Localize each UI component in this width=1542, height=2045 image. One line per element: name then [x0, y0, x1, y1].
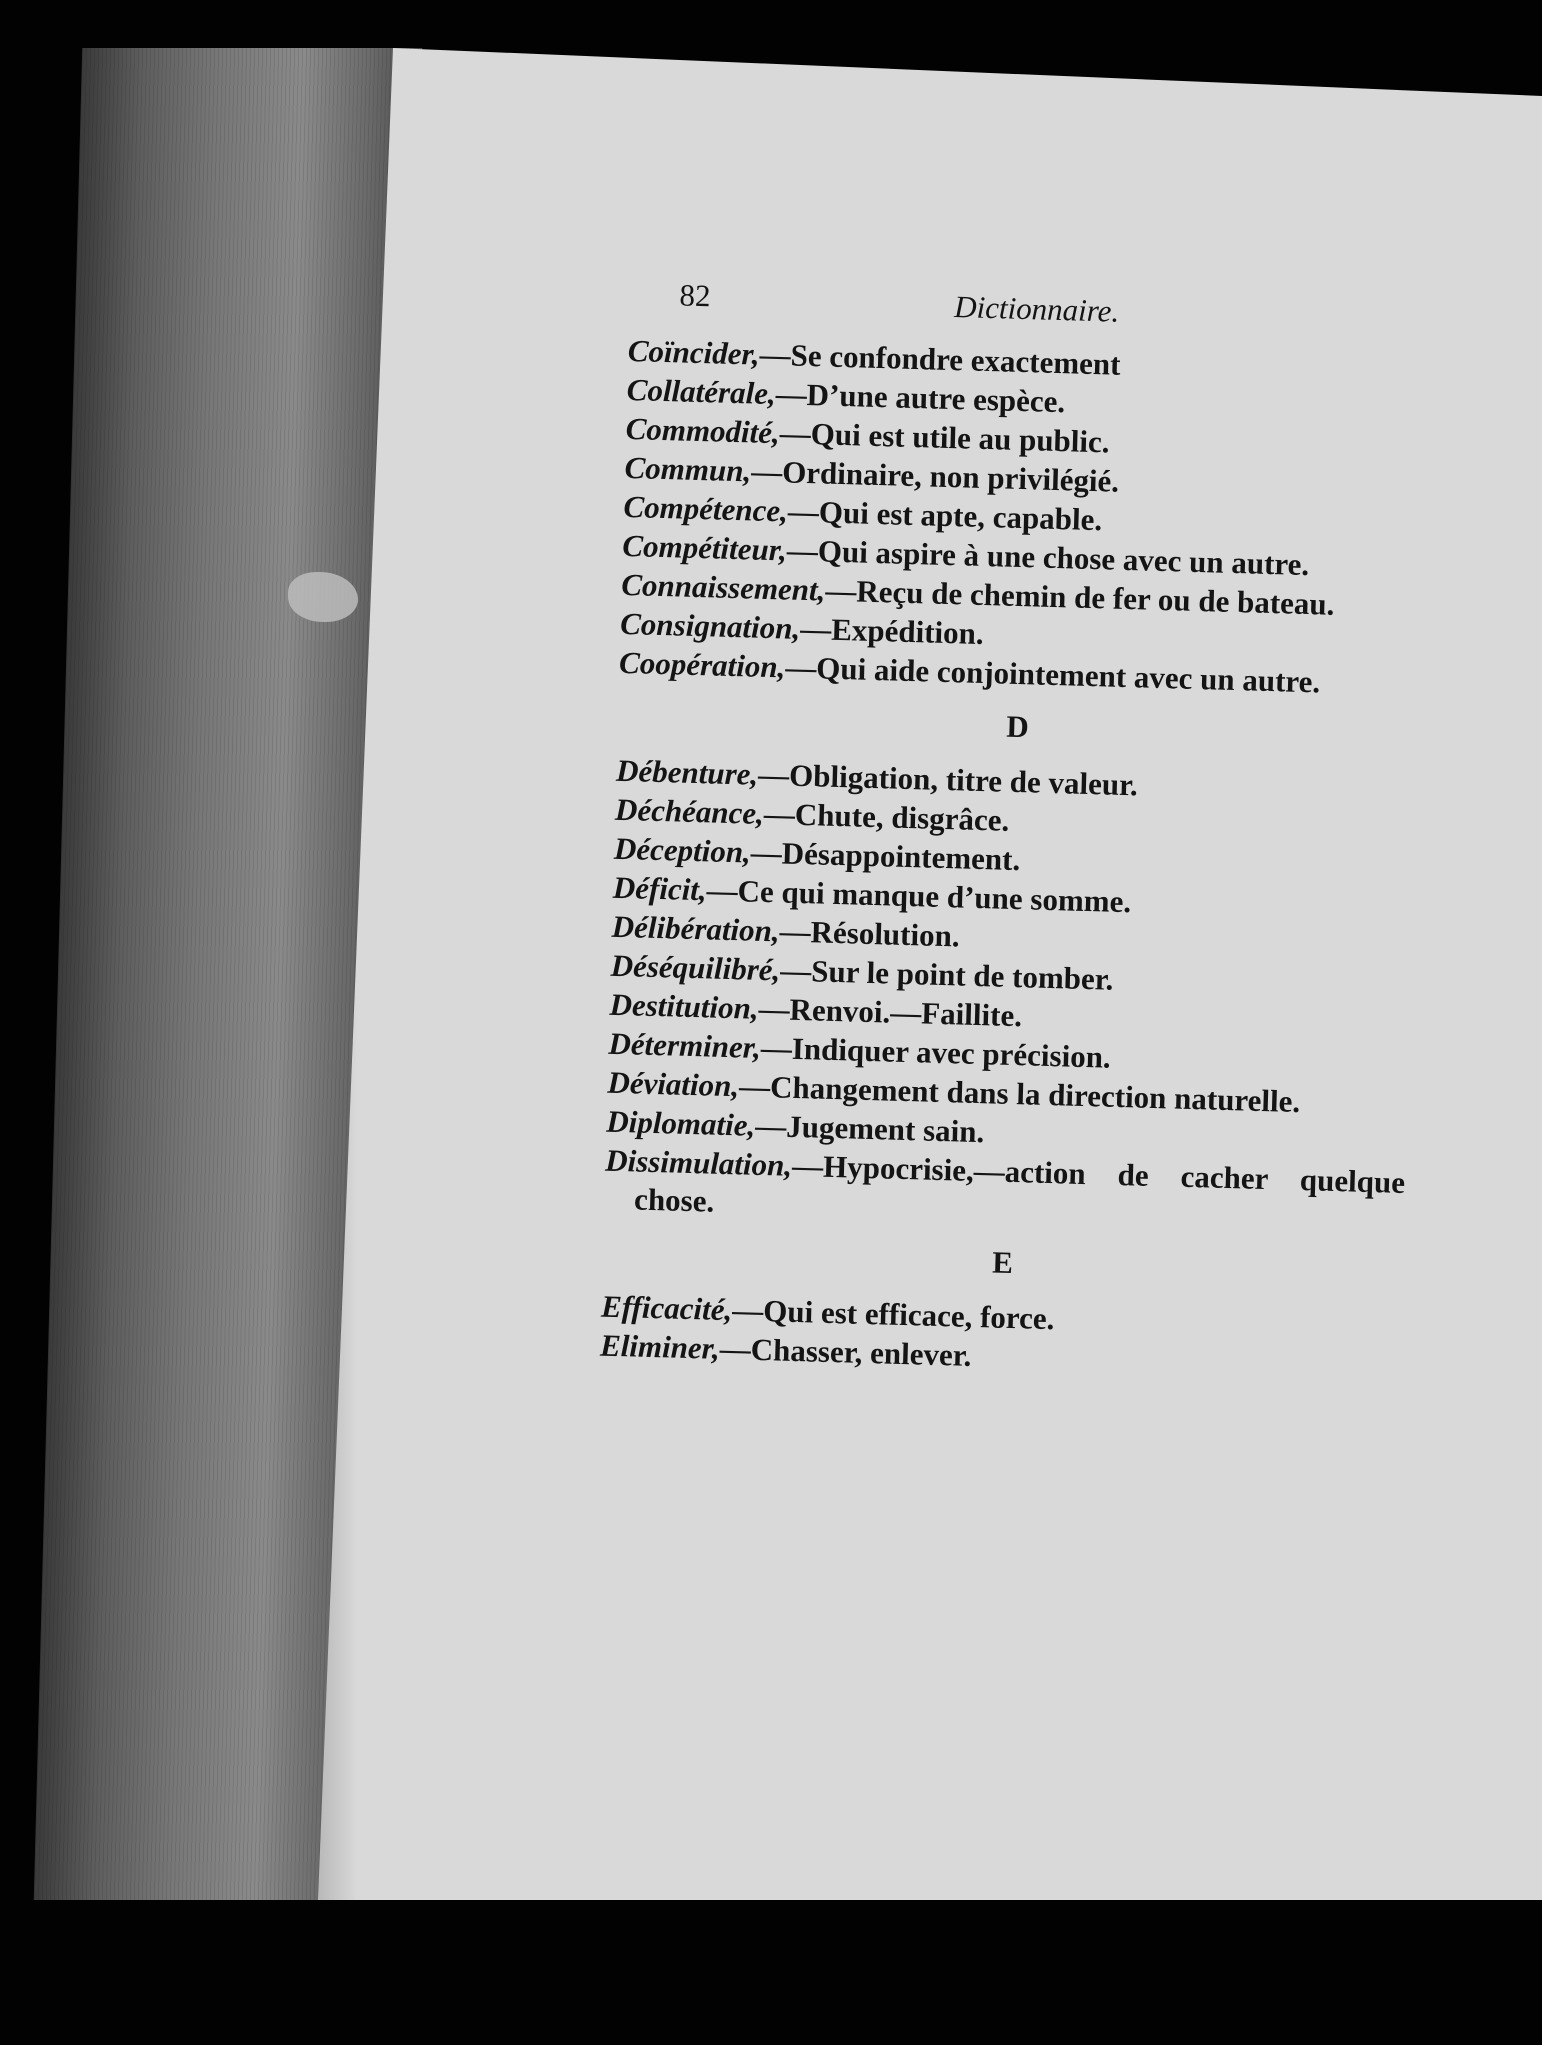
entry-definition: —Se confondre exactement: [759, 336, 1121, 382]
running-title: Dictionnaire.: [953, 289, 1120, 329]
entry-definition: —Indiquer avec précision.: [760, 1029, 1112, 1075]
entry-term: Déficit,: [612, 869, 708, 908]
entry-term: Efficacité,: [600, 1288, 733, 1328]
page-number: 82: [679, 277, 711, 314]
entry-definition: —Qui est apte, capable.: [787, 493, 1103, 538]
entry-term: Débenture,: [615, 752, 759, 792]
entry-term: Diplomatie,: [605, 1103, 756, 1143]
section-letter-d: D: [1005, 708, 1030, 745]
entry-definition: —Chute, disgrâce.: [763, 795, 1010, 838]
entry-term: Déception,: [613, 830, 752, 870]
entry-definition: —Renvoi.—Faillite.: [758, 990, 1023, 1034]
entry-term: Compétence,: [623, 488, 789, 529]
section-d: [604, 752, 1417, 1240]
entry-definition: —Qui est efficace, force.: [731, 1292, 1055, 1337]
entry-term: Commodité,: [625, 410, 781, 451]
entry-definition: —D’une autre espèce.: [775, 376, 1066, 420]
entry-term: Dissimulation,: [604, 1142, 793, 1183]
entry-definition: —Résolution.: [779, 913, 961, 954]
entry-term: Déchéance,: [614, 791, 765, 831]
entry-term: Compétiteur,: [621, 527, 788, 568]
entry-definition: —Obligation, titre de valeur.: [757, 756, 1139, 803]
dictionary-text: [600, 276, 1430, 1388]
entry-term: Déterminer,: [608, 1025, 762, 1065]
entry-term: Délibération,: [611, 908, 781, 949]
entry-term: Coopération,: [618, 644, 786, 685]
entry-definition: —Changement dans la direction naturelle.: [738, 1068, 1301, 1120]
entry-term: Collatérale,: [626, 371, 777, 412]
entry-term: Coïncider,: [627, 332, 761, 372]
entry-definition: —Reçu de chemin de fer ou de bateau.: [824, 572, 1335, 622]
entry-term: Consignation,: [619, 605, 801, 646]
entry-definition: —Chasser, enlever.: [719, 1330, 972, 1373]
entry-term: Déséquilibré,: [610, 947, 781, 988]
entry-definition: —Qui aide conjointement avec un autre.: [784, 649, 1321, 700]
entry-definition: —Jugement sain.: [754, 1107, 985, 1150]
entry-definition: —Désappointement.: [750, 834, 1021, 878]
entry-definition: —Expédition.: [799, 610, 985, 652]
section-letter-e: E: [991, 1244, 1014, 1281]
entry-definition: —Ordinaire, non privilégié.: [750, 453, 1120, 499]
entry-definition: —Hypocrisie,—action de cacher quelque chose.: [633, 1147, 1406, 1219]
entry-definition: —Ce qui manque d’une somme.: [706, 872, 1132, 920]
entry-term: Commun,: [624, 449, 752, 489]
entry-term: Destitution,: [609, 986, 760, 1026]
entry-term: Déviation,: [606, 1064, 740, 1104]
entry-term: Connaissement,: [620, 566, 826, 608]
section-c: [619, 332, 1428, 704]
entry-definition: —Sur le point de tomber.: [779, 952, 1114, 997]
entry-definition: —Qui est utile au public.: [779, 415, 1111, 460]
entry-definition: —Qui aspire à une chose avec un autre.: [786, 532, 1310, 583]
entry-term: Eliminer,: [599, 1327, 721, 1366]
